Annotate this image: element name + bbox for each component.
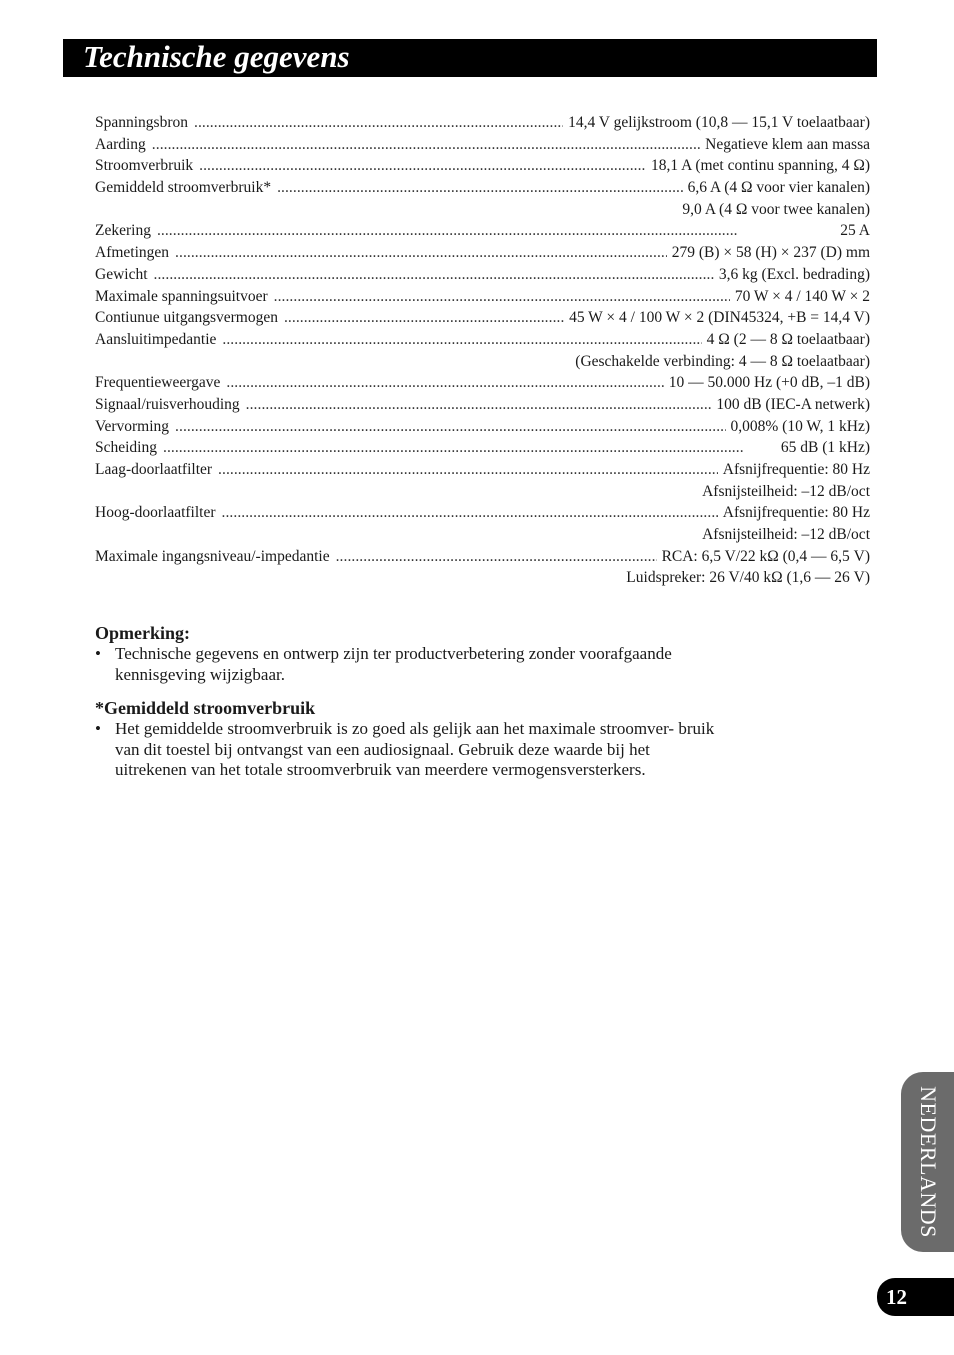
dot-leader	[163, 437, 776, 459]
spec-value: Negatieve klem aan massa	[705, 135, 870, 153]
spec-value: 10 — 50.000 Hz (+0 dB, –1 dB)	[668, 374, 870, 392]
spec-row	[95, 307, 870, 329]
spec-label: Spanningsbron	[95, 114, 188, 131]
spec-value: 4 Ω (2 — 8 Ω toelaatbaar)	[706, 330, 870, 348]
language-tab-label: NEDERLANDS	[915, 1086, 941, 1238]
spec-row	[95, 134, 870, 156]
footnote-list	[95, 719, 725, 781]
spec-row	[95, 459, 870, 481]
dot-leader	[226, 372, 663, 394]
dot-leader	[152, 134, 700, 156]
spec-row	[95, 242, 870, 264]
spec-value: 25 A	[840, 222, 870, 240]
dot-leader	[284, 307, 564, 329]
spec-label: Aarding	[95, 135, 146, 153]
spec-label: Frequentieweergave	[95, 374, 221, 392]
spec-value-continuation: Afsnijsteilheid: –12 dB/oct	[702, 482, 870, 500]
spec-value: 65 dB (1 kHz)	[780, 439, 870, 457]
dot-leader	[222, 502, 718, 524]
spec-row	[95, 502, 870, 524]
spec-value: 100 dB (IEC-A netwerk)	[716, 395, 870, 413]
dot-leader	[154, 264, 714, 286]
dot-leader	[222, 329, 701, 351]
page-number: 12	[877, 1278, 954, 1316]
dot-leader	[277, 177, 683, 199]
spec-label: Gewicht	[95, 265, 148, 283]
note-list	[95, 644, 725, 685]
spec-value: 18,1 A (met continu spanning, 4 Ω)	[650, 157, 870, 175]
dot-leader	[199, 155, 646, 177]
spec-value-continuation: 9,0 A (4 Ω voor twee kanalen)	[682, 200, 870, 218]
spec-label: Hoog-doorlaatfilter	[95, 504, 216, 522]
spec-label: Laag-doorlaatfilter	[95, 461, 213, 478]
dot-leader	[274, 286, 730, 308]
spec-label: Gemiddeld stroomverbruik*	[95, 179, 272, 197]
spec-label: Zekering	[95, 222, 151, 240]
dot-leader	[175, 416, 725, 438]
dot-leader	[194, 112, 563, 134]
dot-leader	[157, 220, 835, 242]
note-heading: Opmerking:	[95, 623, 191, 643]
spec-label: Afmetingen	[95, 244, 170, 262]
spec-value: RCA: 6,5 V/22 kΩ (0,4 — 6,5 V)	[661, 547, 870, 565]
spec-row	[95, 546, 870, 568]
spec-row	[95, 177, 870, 199]
dot-leader	[218, 459, 718, 481]
spec-value: 279 (B) × 58 (H) × 237 (D) mm	[671, 244, 870, 262]
spec-row	[95, 220, 870, 242]
spec-row	[95, 416, 870, 438]
spec-value: 6,6 A (4 Ω voor vier kanalen)	[687, 179, 870, 197]
spec-label: Maximale ingangsniveau/-impedantie	[95, 547, 330, 565]
spec-label: Scheiding	[95, 439, 157, 457]
spec-value-continuation: Afsnijsteilheid: –12 dB/oct	[702, 526, 870, 544]
spec-label: Contiunue uitgangsvermogen	[95, 309, 278, 327]
note-bullet: • Technische gegevens en ontwerp zijn ter productverbetering zonder voorafgaande kennisgeving wijzigbaar.	[95, 644, 725, 685]
spec-value: Afsnijfrequentie: 80 Hz	[722, 461, 870, 478]
spec-row	[95, 437, 870, 459]
spec-row	[95, 329, 870, 351]
spec-value: 3,6 kg (Excl. bedrading)	[718, 265, 870, 283]
spec-value: 70 W × 4 / 140 W × 2	[734, 287, 870, 305]
spec-row	[95, 155, 870, 177]
language-tab	[901, 1072, 954, 1252]
specifications-list	[95, 112, 870, 589]
dot-leader	[175, 242, 667, 264]
page-title: Technische gegevens	[63, 39, 877, 77]
spec-value: 14,4 V gelijkstroom (10,8 — 15,1 V toelaatbaar)	[568, 114, 870, 131]
notes-section	[95, 622, 725, 781]
dot-leader	[246, 394, 712, 416]
spec-row	[95, 286, 870, 308]
spec-value-continuation: (Geschakelde verbinding: 4 — 8 Ω toelaatbaar)	[575, 352, 870, 370]
footnote-heading: *Gemiddeld stroomverbruik	[95, 698, 316, 718]
spec-value: Afsnijfrequentie: 80 Hz	[722, 504, 870, 522]
spec-label: Vervorming	[95, 417, 170, 435]
spec-label: Maximale spanningsuitvoer	[95, 287, 268, 305]
spec-row	[95, 394, 870, 416]
spec-label: Signaal/ruisverhouding	[95, 395, 240, 413]
spec-row	[95, 372, 870, 394]
spec-row	[95, 112, 870, 134]
spec-value-continuation: Luidspreker: 26 V/40 kΩ (1,6 — 26 V)	[626, 569, 870, 587]
dot-leader	[336, 546, 657, 568]
spec-value: 45 W × 4 / 100 W × 2 (DIN45324, +B = 14,4 V)	[569, 309, 870, 327]
spec-row	[95, 264, 870, 286]
spec-label: Stroomverbruik	[95, 157, 194, 175]
spec-value: 0,008% (10 W, 1 kHz)	[730, 417, 870, 435]
spec-label: Aansluitimpedantie	[95, 330, 217, 348]
footnote-bullet: • Het gemiddelde stroomverbruik is zo goed als gelijk aan het maximale stroomver- bruik van dit toestel bij ontvangst van een audiosignaal. Gebruik deze waarde bij het uitrekenen van het totale stroomverbruik van meerdere vermogensversterkers.	[95, 719, 725, 781]
